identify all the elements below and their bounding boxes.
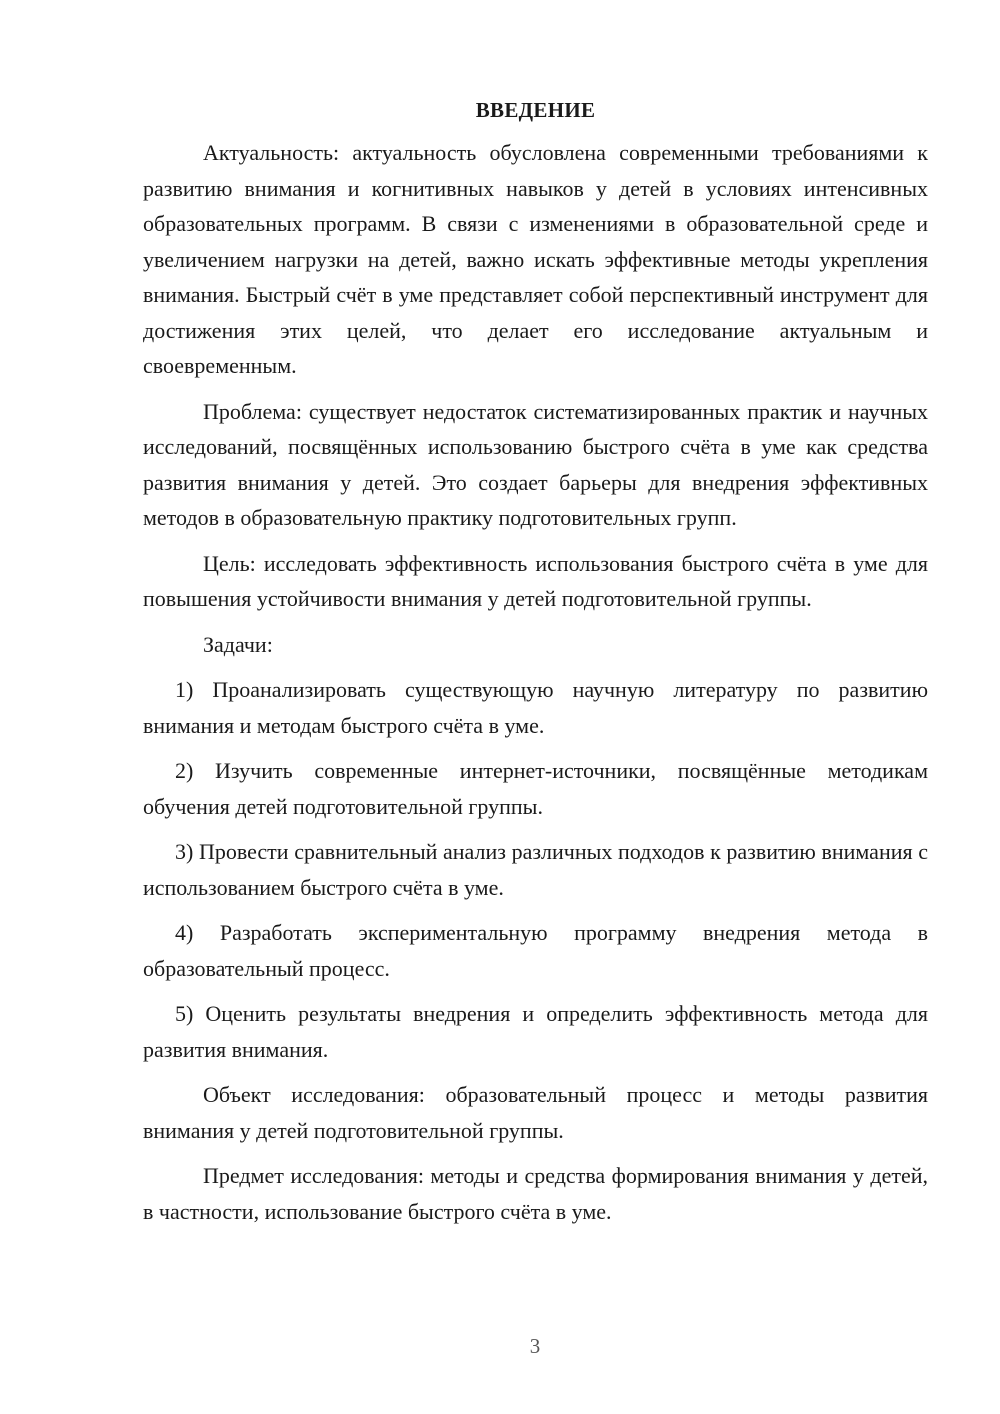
paragraph-tasks-heading: Задачи: [203,631,273,657]
document-page [143,96,928,1239]
paragraph-subject: Предмет исследования: методы и средства формирования внимания у детей, в частности, использование быстрого счёта в уме. [143,1163,928,1224]
paragraph-goal: Цель: исследовать эффективность использования быстрого счёта в уме для повышения устойчивости внимания у детей подготовительной группы. [143,550,928,611]
paragraph-relevance: Актуальность: актуальность обусловлена современными требованиями к развитию внимания и когнитивных навыков у детей в условиях интенсивных образовательных программ. В связи с изменениями в образовательной среде и увеличением нагрузки на детей, важно искать эффективные методы укрепления внимания. Быстрый счёт в уме представляет собой перспективный инструмент для достижения этих целей, что делает его исследование актуальным и своевременным. [143,140,928,378]
task-item-1: 1) Проанализировать существующую научную литературу по развитию внимания и методам быстрого счёта в уме. [143,677,928,738]
paragraph-object: Объект исследования: образовательный процесс и методы развития внимания у детей подготовительной группы. [143,1082,928,1143]
task-item-5: 5) Оценить результаты внедрения и определить эффективность метода для развития внимания. [143,1001,928,1062]
task-item-3: 3) Провести сравнительный анализ различных подходов к развитию внимания с использованием быстрого счёта в уме. [143,839,928,900]
page-number: 3 [529,1334,541,1358]
task-item-4: 4) Разработать экспериментальную программу внедрения метода в образовательный процесс. [143,920,928,981]
section-title: ВВЕДЕНИЕ [475,98,596,122]
paragraph-problem: Проблема: существует недостаток систематизированных практик и научных исследований, посвящённых использованию быстрого счёта в уме как средства развития внимания у детей. Это создает барьеры для внедрения эффективных методов в образовательную практику подготовительных групп. [143,398,928,530]
task-item-2: 2) Изучить современные интернет-источники, посвящённые методикам обучения детей подготовительной группы. [143,758,928,819]
